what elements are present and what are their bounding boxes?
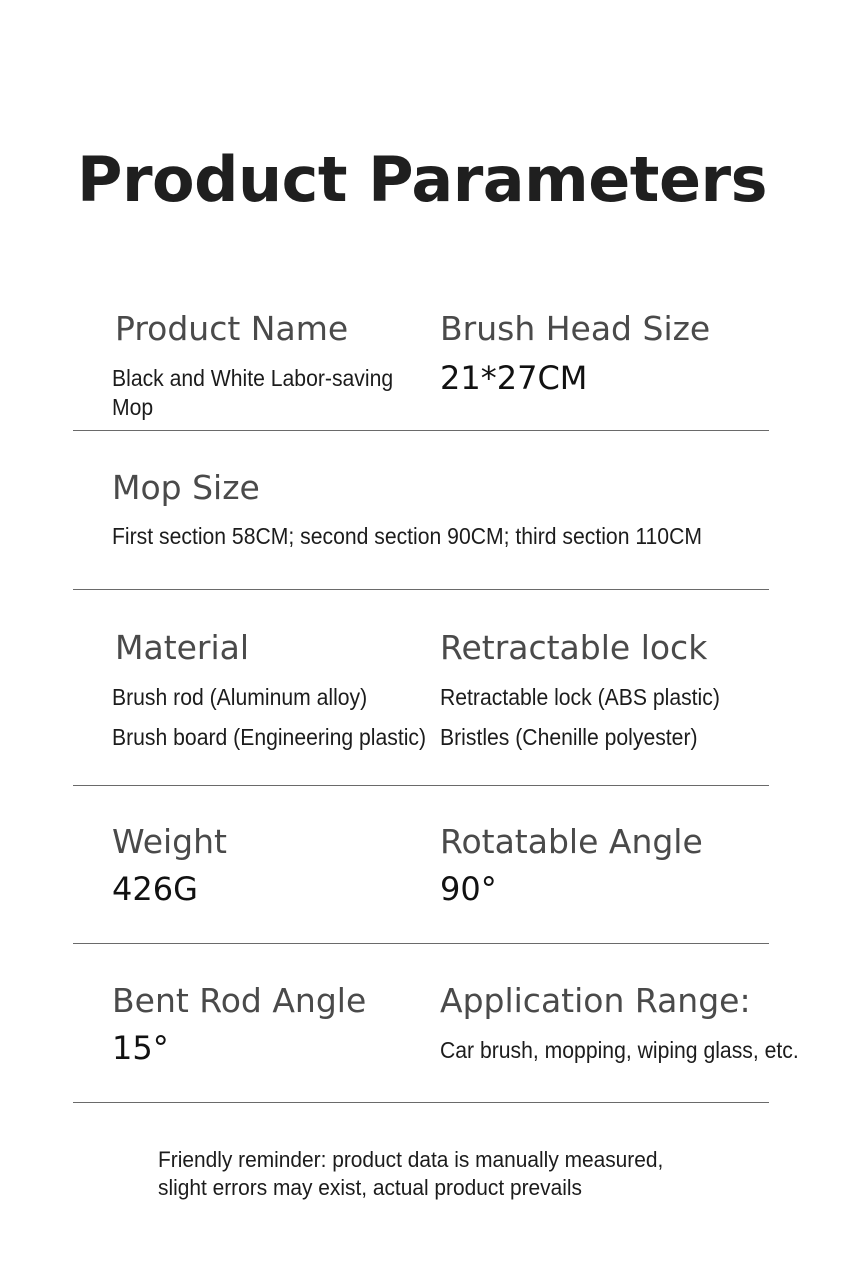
divider bbox=[73, 430, 769, 431]
page-title: Product Parameters bbox=[77, 143, 767, 216]
divider bbox=[73, 943, 769, 944]
mop-size-value: First section 58CM; second section 90CM; third section 110CM bbox=[112, 523, 702, 549]
rotatable-angle-value: 90° bbox=[440, 870, 497, 908]
material-label: Material bbox=[115, 628, 250, 667]
product-name-value-line1: Black and White Labor-saving bbox=[112, 365, 394, 391]
bent-rod-angle-value: 15° bbox=[112, 1029, 169, 1067]
retractable-lock-line1: Retractable lock (ABS plastic) bbox=[440, 684, 720, 710]
note-line2: slight errors may exist, actual product prevails bbox=[158, 1175, 582, 1200]
divider bbox=[73, 1102, 769, 1103]
application-range-label: Application Range: bbox=[440, 981, 751, 1020]
weight-value: 426G bbox=[112, 870, 198, 908]
brush-head-size-value: 21*27CM bbox=[440, 359, 588, 397]
weight-label: Weight bbox=[112, 822, 227, 861]
product-name-label: Product Name bbox=[115, 309, 349, 348]
product-name-value-line2: Mop bbox=[112, 394, 154, 420]
material-line1: Brush rod (Aluminum alloy) bbox=[112, 684, 368, 710]
divider bbox=[73, 785, 769, 786]
material-line2: Brush board (Engineering plastic) bbox=[112, 724, 427, 750]
rotatable-angle-label: Rotatable Angle bbox=[440, 822, 703, 861]
friendly-reminder-note bbox=[158, 1146, 663, 1202]
retractable-lock-label: Retractable lock bbox=[440, 628, 708, 667]
retractable-lock-line2: Bristles (Chenille polyester) bbox=[440, 724, 698, 750]
divider bbox=[73, 589, 769, 590]
application-range-value: Car brush, mopping, wiping glass, etc. bbox=[440, 1037, 799, 1063]
note-line1: Friendly reminder: product data is manually measured, bbox=[158, 1147, 664, 1172]
brush-head-size-label: Brush Head Size bbox=[440, 309, 711, 348]
mop-size-label: Mop Size bbox=[112, 468, 260, 507]
bent-rod-angle-label: Bent Rod Angle bbox=[112, 981, 367, 1020]
